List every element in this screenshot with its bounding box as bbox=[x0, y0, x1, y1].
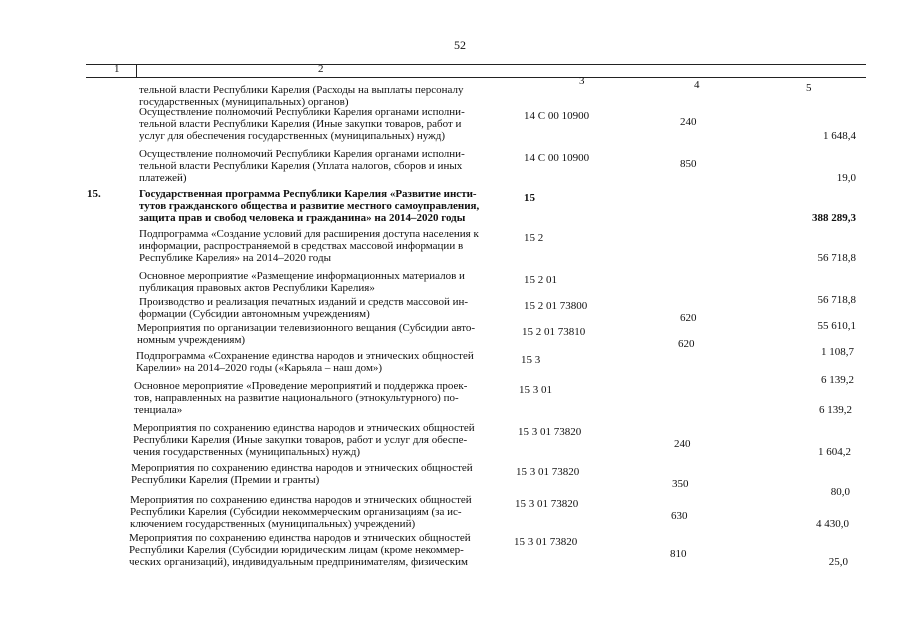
row-description bbox=[139, 296, 509, 320]
target-code: 15 2 01 73800 bbox=[524, 300, 588, 312]
target-code: 15 2 01 73810 bbox=[522, 326, 586, 338]
column-header-3: 3 bbox=[579, 75, 585, 87]
row-description bbox=[136, 350, 506, 374]
expense-type-code: 630 bbox=[671, 510, 688, 522]
amount: 6 139,2 bbox=[821, 374, 854, 386]
row-description bbox=[130, 494, 500, 530]
description-line: Республики Карелия (Субсидии некоммерческим организациям (за ис- bbox=[130, 506, 462, 518]
row-description bbox=[139, 270, 509, 294]
description-line: Мероприятия по сохранению единства народов и этнических общностей bbox=[130, 494, 472, 506]
amount: 1 604,2 bbox=[818, 446, 851, 458]
expense-type-code: 350 bbox=[672, 478, 689, 490]
description-line: Подпрограмма «Создание условий для расширения доступа населения к bbox=[139, 228, 479, 240]
row-description bbox=[139, 188, 509, 224]
description-line: тельной власти Республики Карелия (Иные закупки товаров, работ и bbox=[139, 118, 462, 130]
target-code: 14 С 00 10900 bbox=[524, 110, 590, 122]
target-code: 15 3 bbox=[521, 354, 541, 366]
row-description bbox=[139, 148, 509, 184]
expense-type-code: 240 bbox=[680, 116, 697, 128]
expense-type-code: 810 bbox=[670, 548, 687, 560]
row-description bbox=[131, 462, 501, 486]
description-line: Республики Карелия (Премии и гранты) bbox=[131, 474, 320, 486]
amount: 4 430,0 bbox=[816, 518, 849, 530]
description-line: тенциала» bbox=[134, 404, 183, 416]
description-line: услуг для обеспечения государственных (муниципальных) нужд) bbox=[139, 130, 445, 142]
description-line: Государственная программа Республики Карелия «Развитие инсти- bbox=[139, 188, 477, 200]
description-line: Республике Карелия» на 2014–2020 годы bbox=[139, 252, 331, 264]
description-line: Основное мероприятие «Проведение мероприятий и поддержка проек- bbox=[134, 380, 468, 392]
description-line: Республики Карелия (Субсидии юридическим лицам (кроме некоммер- bbox=[129, 544, 464, 556]
description-line: платежей) bbox=[139, 172, 187, 184]
column-header-1: 1 bbox=[114, 63, 120, 75]
description-line: государственных (муниципальных) органов) bbox=[139, 96, 349, 108]
description-line: Основное мероприятие «Размещение информационных материалов и bbox=[139, 270, 465, 282]
description-line: Осуществление полномочий Республики Карелия органами исполни- bbox=[139, 148, 465, 160]
target-code: 14 С 00 10900 bbox=[524, 152, 590, 164]
description-line: Производство и реализация печатных изданий и средств массовой ин- bbox=[139, 296, 469, 308]
description-line: формации (Субсидии автономным учреждениям) bbox=[139, 308, 370, 320]
description-line: защита прав и свобод человека и гражданина» на 2014–2020 годы bbox=[139, 212, 466, 224]
description-line: Мероприятия по организации телевизионного вещания (Субсидии авто- bbox=[137, 322, 476, 334]
row-description bbox=[137, 322, 507, 346]
row-description bbox=[134, 380, 504, 416]
column-header-4: 4 bbox=[694, 79, 700, 91]
amount: 1 648,4 bbox=[823, 130, 856, 142]
target-code: 15 3 01 73820 bbox=[514, 536, 578, 548]
expense-type-code: 850 bbox=[680, 158, 697, 170]
description-line: тов, направленных на развитие национального (этнокультурного) по- bbox=[134, 392, 459, 404]
description-line: информации, распространяемой в средствах массовой информации в bbox=[139, 240, 464, 252]
description-line: Республики Карелия (Иные закупки товаров, работ и услуг для обеспе- bbox=[133, 434, 468, 446]
expense-type-code: 240 bbox=[674, 438, 691, 450]
description-line: чения государственных (муниципальных) нужд) bbox=[133, 446, 360, 458]
description-line: тутов гражданского общества и развитие местного самоуправления, bbox=[139, 200, 480, 212]
description-line: Осуществление полномочий Республики Карелия органами исполни- bbox=[139, 106, 465, 118]
amount: 6 139,2 bbox=[819, 404, 852, 416]
row-description bbox=[139, 106, 509, 142]
page-number: 52 bbox=[454, 38, 466, 52]
target-code: 15 bbox=[524, 192, 535, 204]
amount: 1 108,7 bbox=[821, 346, 854, 358]
target-code: 15 3 01 73820 bbox=[516, 466, 580, 478]
description-line: тельной власти Республики Карелия (Уплата налогов, сборов и иных bbox=[139, 160, 463, 172]
description-line: Подпрограмма «Сохранение единства народов и этнических общностей bbox=[136, 350, 474, 362]
column-divider bbox=[136, 65, 137, 78]
expense-type-code: 620 bbox=[680, 312, 697, 324]
amount: 388 289,3 bbox=[812, 212, 856, 224]
target-code: 15 3 01 73820 bbox=[515, 498, 579, 510]
target-code: 15 2 01 bbox=[524, 274, 557, 286]
column-header-2: 2 bbox=[318, 63, 324, 75]
description-line: Мероприятия по сохранению единства народов и этнических общностей bbox=[131, 462, 473, 474]
description-line: ческих организаций), индивидуальным предпринимателям, физическим bbox=[129, 556, 468, 568]
row-number: 15. bbox=[87, 188, 101, 200]
amount: 25,0 bbox=[828, 556, 848, 568]
description-line: ключением государственных (муниципальных) учреждений) bbox=[130, 518, 416, 530]
description-line: Карелии» на 2014–2020 годы («Карьяла – наш дом») bbox=[136, 362, 383, 374]
row-description bbox=[129, 532, 499, 568]
row-description bbox=[139, 228, 509, 264]
target-code: 15 2 bbox=[524, 232, 544, 244]
amount: 56 718,8 bbox=[817, 252, 856, 264]
target-code: 15 3 01 bbox=[519, 384, 552, 396]
description-line: публикация правовых актов Республики Карелия» bbox=[139, 282, 375, 294]
target-code: 15 3 01 73820 bbox=[518, 426, 582, 438]
amount: 80,0 bbox=[830, 486, 850, 498]
expense-type-code: 620 bbox=[678, 338, 695, 350]
row-description bbox=[139, 84, 509, 108]
column-header-5: 5 bbox=[806, 82, 812, 94]
description-line: Мероприятия по сохранению единства народов и этнических общностей bbox=[129, 532, 471, 544]
description-line: Мероприятия по сохранению единства народов и этнических общностей bbox=[133, 422, 475, 434]
amount: 56 718,8 bbox=[817, 294, 856, 306]
description-line: номным учреждениям) bbox=[137, 334, 246, 346]
description-line: тельной власти Республики Карелия (Расходы на выплаты персоналу bbox=[139, 84, 464, 96]
amount: 55 610,1 bbox=[817, 320, 856, 332]
row-description bbox=[133, 422, 503, 458]
amount: 19,0 bbox=[836, 172, 856, 184]
